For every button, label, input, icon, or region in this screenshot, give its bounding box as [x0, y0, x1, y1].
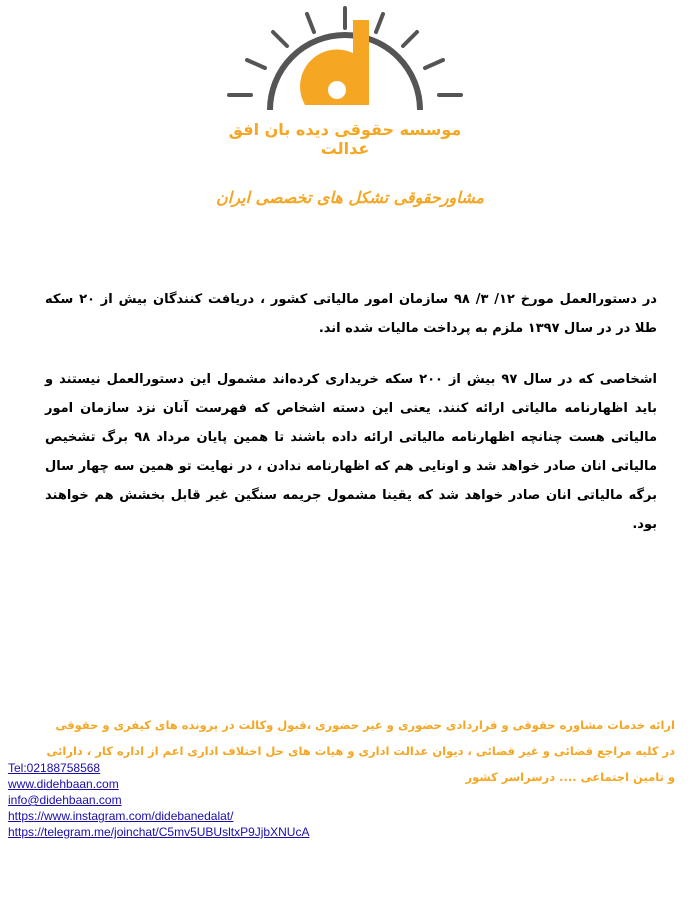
- email-link[interactable]: info@didehbaan.com: [8, 793, 122, 807]
- organization-name: موسسه حقوقی دیده بان افق عدالت: [228, 120, 462, 158]
- contact-links: [8, 760, 309, 840]
- telegram-link[interactable]: https://telegram.me/joinchat/C5mv5UBUsltxP9JjbXNUcA: [8, 825, 310, 839]
- sunrise-scale-logo-icon: [215, 0, 475, 125]
- page-subtitle: مشاورحقوقی تشکل های تخصصی ایران: [216, 188, 484, 207]
- body-paragraph-1: در دستورالعمل مورخ ۱۲/ ۳/ ۹۸ سازمان امور مالیاتی کشور ، دریافت کنندگان بیش از ۲۰ سکه طلا در در سال ۱۳۹۷ ملزم به پرداخت مالیات شده اند.: [45, 292, 657, 336]
- body-paragraph-2: اشخاصی که در سال ۹۷ بیش از ۲۰۰ سکه خریداری کرده‌اند مشمول این دستورالعمل نیستند و باید اظهارنامه مالیاتی ارائه کنند. یعنی این دسته اشخاص که فهرست آنان نزد سازمان امور مالیاتی هست چنانچه اظهارنامه مالیاتی ارائه داده باشند تا همین پایان مرداد ۹۸ برگ تشخیص مالیاتی انان صادر خواهد شد و اونایی هم که اظهارنامه ندادن ، در نهایت تو همین سه چهار سال برگه مالیاتی انان صادر خواهد شد که یقینا مشمول جریمه سنگین غیر قابل بخشش هم خواهند بود.: [45, 372, 658, 532]
- instagram-link[interactable]: https://www.instagram.com/didebanedalat/: [8, 809, 234, 823]
- services-text: ارائه خدمات مشاوره حقوقی و قراردادی حضوری و غیر حضوری ،قبول وکالت در پرونده های کیفری و حقوقی در کلیه مراجع قضائی و غیر قضائی ، دیوان عدالت اداری و هیات های حل اختلاف اداری اعم از اداره کار ، دارائی و تامین اجتماعی .... درسراسر کشور: [46, 718, 675, 784]
- phone-link[interactable]: Tel:02188758568: [8, 761, 101, 775]
- website-link[interactable]: www.didehbaan.com: [8, 777, 119, 791]
